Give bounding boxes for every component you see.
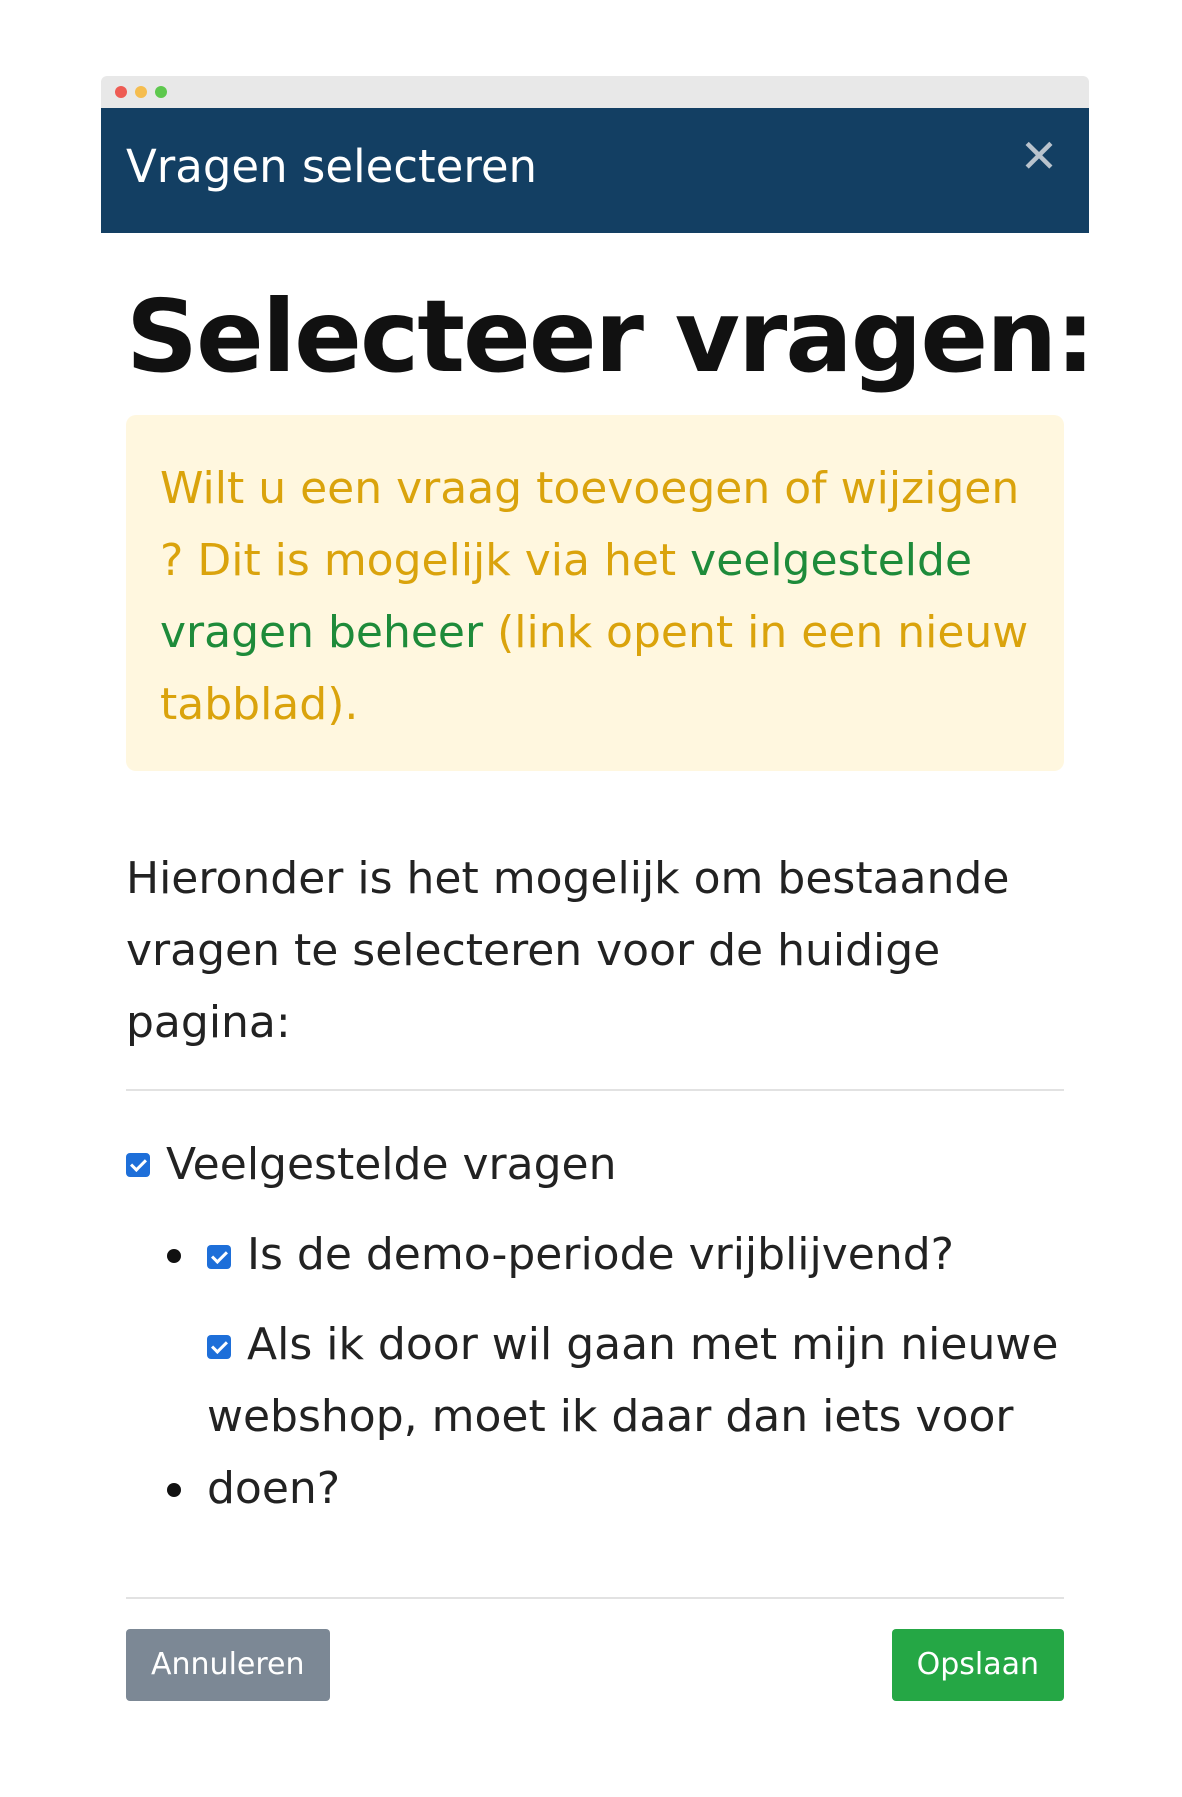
divider	[126, 1089, 1064, 1091]
save-button[interactable]: Opslaan	[892, 1629, 1064, 1701]
question-label: Is de demo-periode vrijblijvend?	[247, 1229, 955, 1280]
footer-divider	[126, 1597, 1064, 1599]
cancel-button[interactable]: Annuleren	[126, 1629, 330, 1701]
alert-text-before: Wilt u een vraag toevoegen of wijzigen ? Dit is mogelijk via het	[160, 463, 1020, 586]
modal-title: Vragen selecteren	[126, 140, 538, 193]
question-checkbox[interactable]	[207, 1245, 231, 1269]
window-minimize-dot[interactable]	[135, 86, 147, 98]
modal-window	[101, 76, 1094, 1776]
modal-header	[101, 108, 1089, 233]
faq-manage-link[interactable]: veelgestelde vragen beheer	[160, 535, 973, 658]
modal-body	[101, 277, 1094, 1703]
bullet-icon	[167, 1249, 181, 1263]
modal-footer	[126, 1629, 1064, 1703]
page-heading: Selecteer vragen:	[126, 278, 1094, 395]
window-titlebar	[101, 76, 1089, 108]
window-maximize-dot[interactable]	[155, 86, 167, 98]
category-label: Veelgestelde vragen	[166, 1139, 617, 1190]
close-icon[interactable]: ✕	[1019, 129, 1059, 183]
bullet-icon	[167, 1483, 181, 1497]
alert-text-after: (link opent in een nieuw tabblad).	[160, 607, 1029, 730]
intro-text: Hieronder is het mogelijk om bestaande vragen te selecteren voor de huidige pagina:	[126, 853, 1010, 1048]
question-checkbox[interactable]	[207, 1335, 231, 1359]
category-checkbox[interactable]	[126, 1153, 150, 1177]
list-item	[207, 1219, 1064, 1291]
category-row	[126, 1129, 1064, 1201]
question-label: Als ik door wil gaan met mijn nieuwe webshop, moet ik daar dan iets voor doen?	[207, 1319, 1059, 1514]
window-close-dot[interactable]	[115, 86, 127, 98]
info-alert	[126, 415, 1064, 771]
question-list	[126, 1219, 1064, 1525]
list-item	[207, 1309, 1064, 1525]
